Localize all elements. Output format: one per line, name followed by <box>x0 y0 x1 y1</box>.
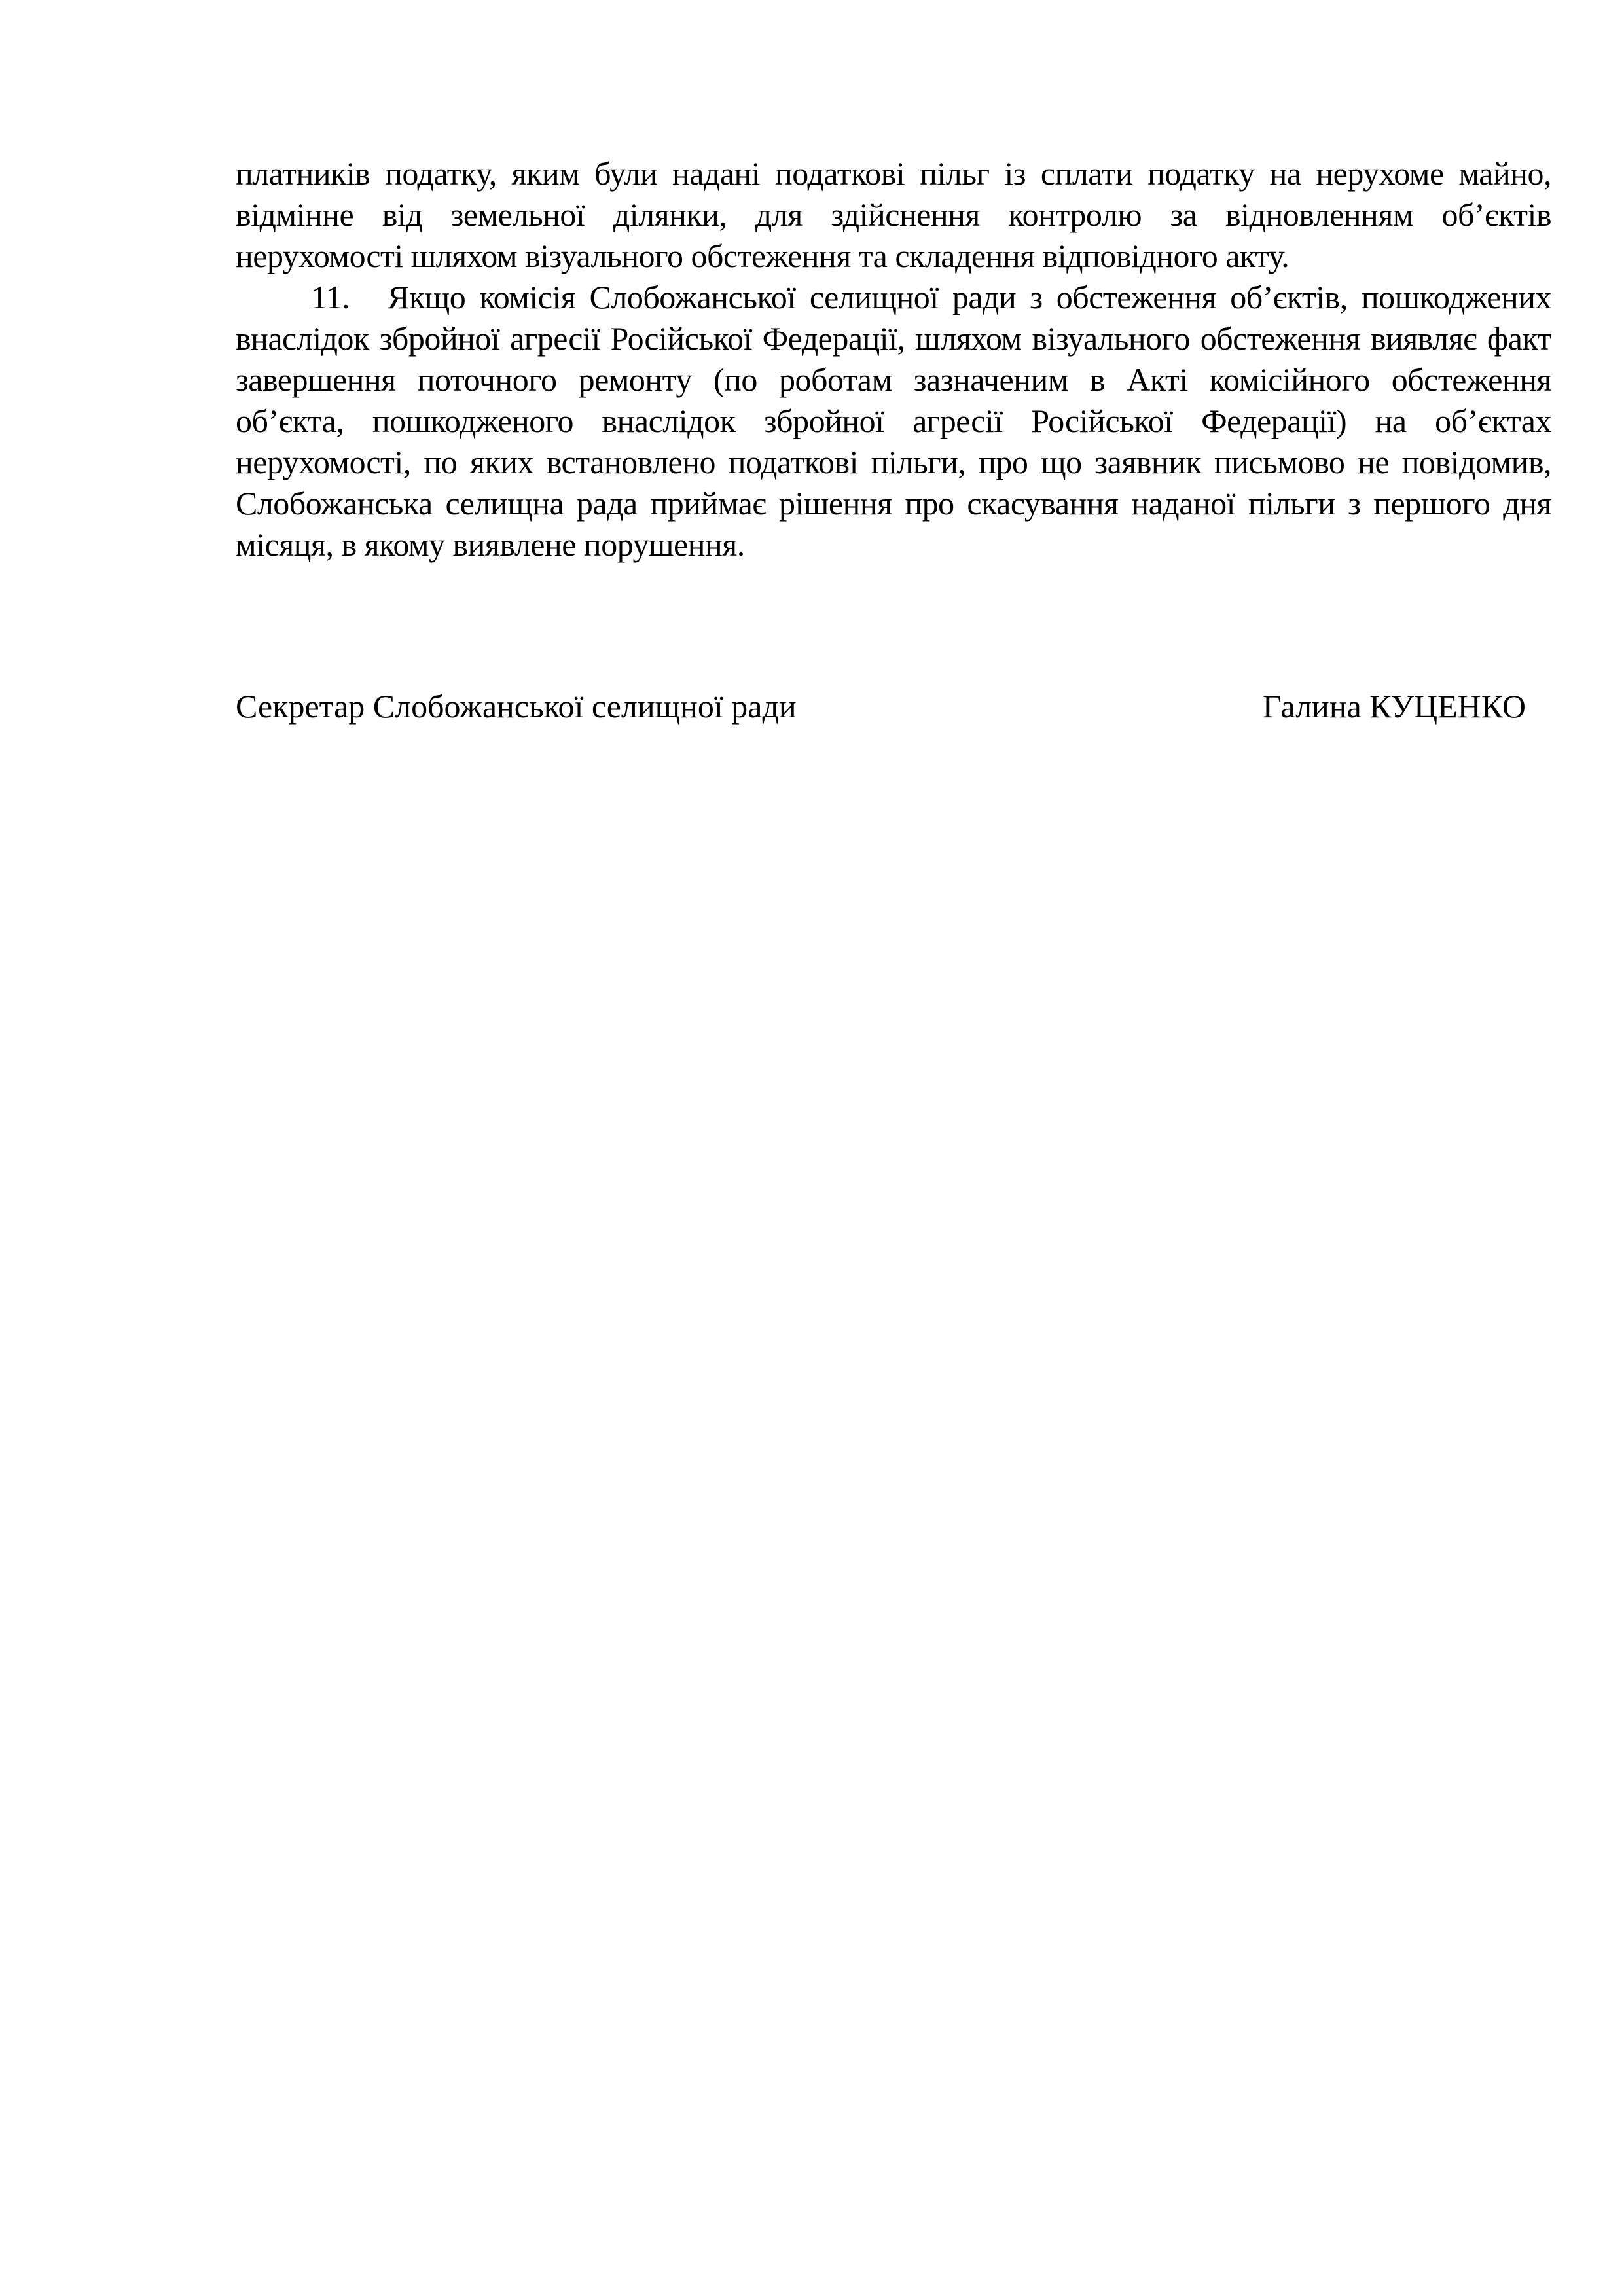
paragraph-continuation <box>236 153 1551 277</box>
text-line: нерухомості шляхом візуального обстеження та складення відповідного акту. <box>236 238 1290 274</box>
signature-row <box>236 686 1551 727</box>
signatory-position: Секретар Слобожанської селищної ради <box>236 688 797 725</box>
text-line <box>236 277 1551 318</box>
signatory-name: Галина КУЦЕНКО <box>1262 688 1526 725</box>
text-line: об’єкта, пошкодженого внаслідок збройної агресії Російської Федерації) на об’єктах <box>236 403 1551 439</box>
text-line: відмінне від земельної ділянки, для здійснення контролю за відновленням об’єктів <box>236 196 1551 233</box>
text-line: внаслідок збройної агресії Російської Федерації, шляхом візуального обстеження виявляє факт <box>236 320 1551 357</box>
document-body <box>236 153 1551 727</box>
item-number: 11. <box>311 279 350 315</box>
paragraph-item-11 <box>236 277 1551 565</box>
text-line: нерухомості, по яких встановлено податкові пільги, про що заявник письмово не повідомив, <box>236 444 1551 480</box>
text-line: Слобожанська селищна рада приймає рішення про скасування наданої пільги з першого дня <box>236 485 1551 522</box>
text-run: Якщо комісія Слобожанської селищної ради з обстеження об’єктів, пошкоджених <box>388 279 1551 315</box>
text-line: завершення поточного ремонту (по роботам зазначеним в Акті комісійного обстеження <box>236 361 1551 398</box>
text-line: платників податку, яким були надані податкові пільг із сплати податку на нерухоме майно, <box>236 155 1551 192</box>
text-line: місяця, в якому виявлене порушення. <box>236 526 745 563</box>
